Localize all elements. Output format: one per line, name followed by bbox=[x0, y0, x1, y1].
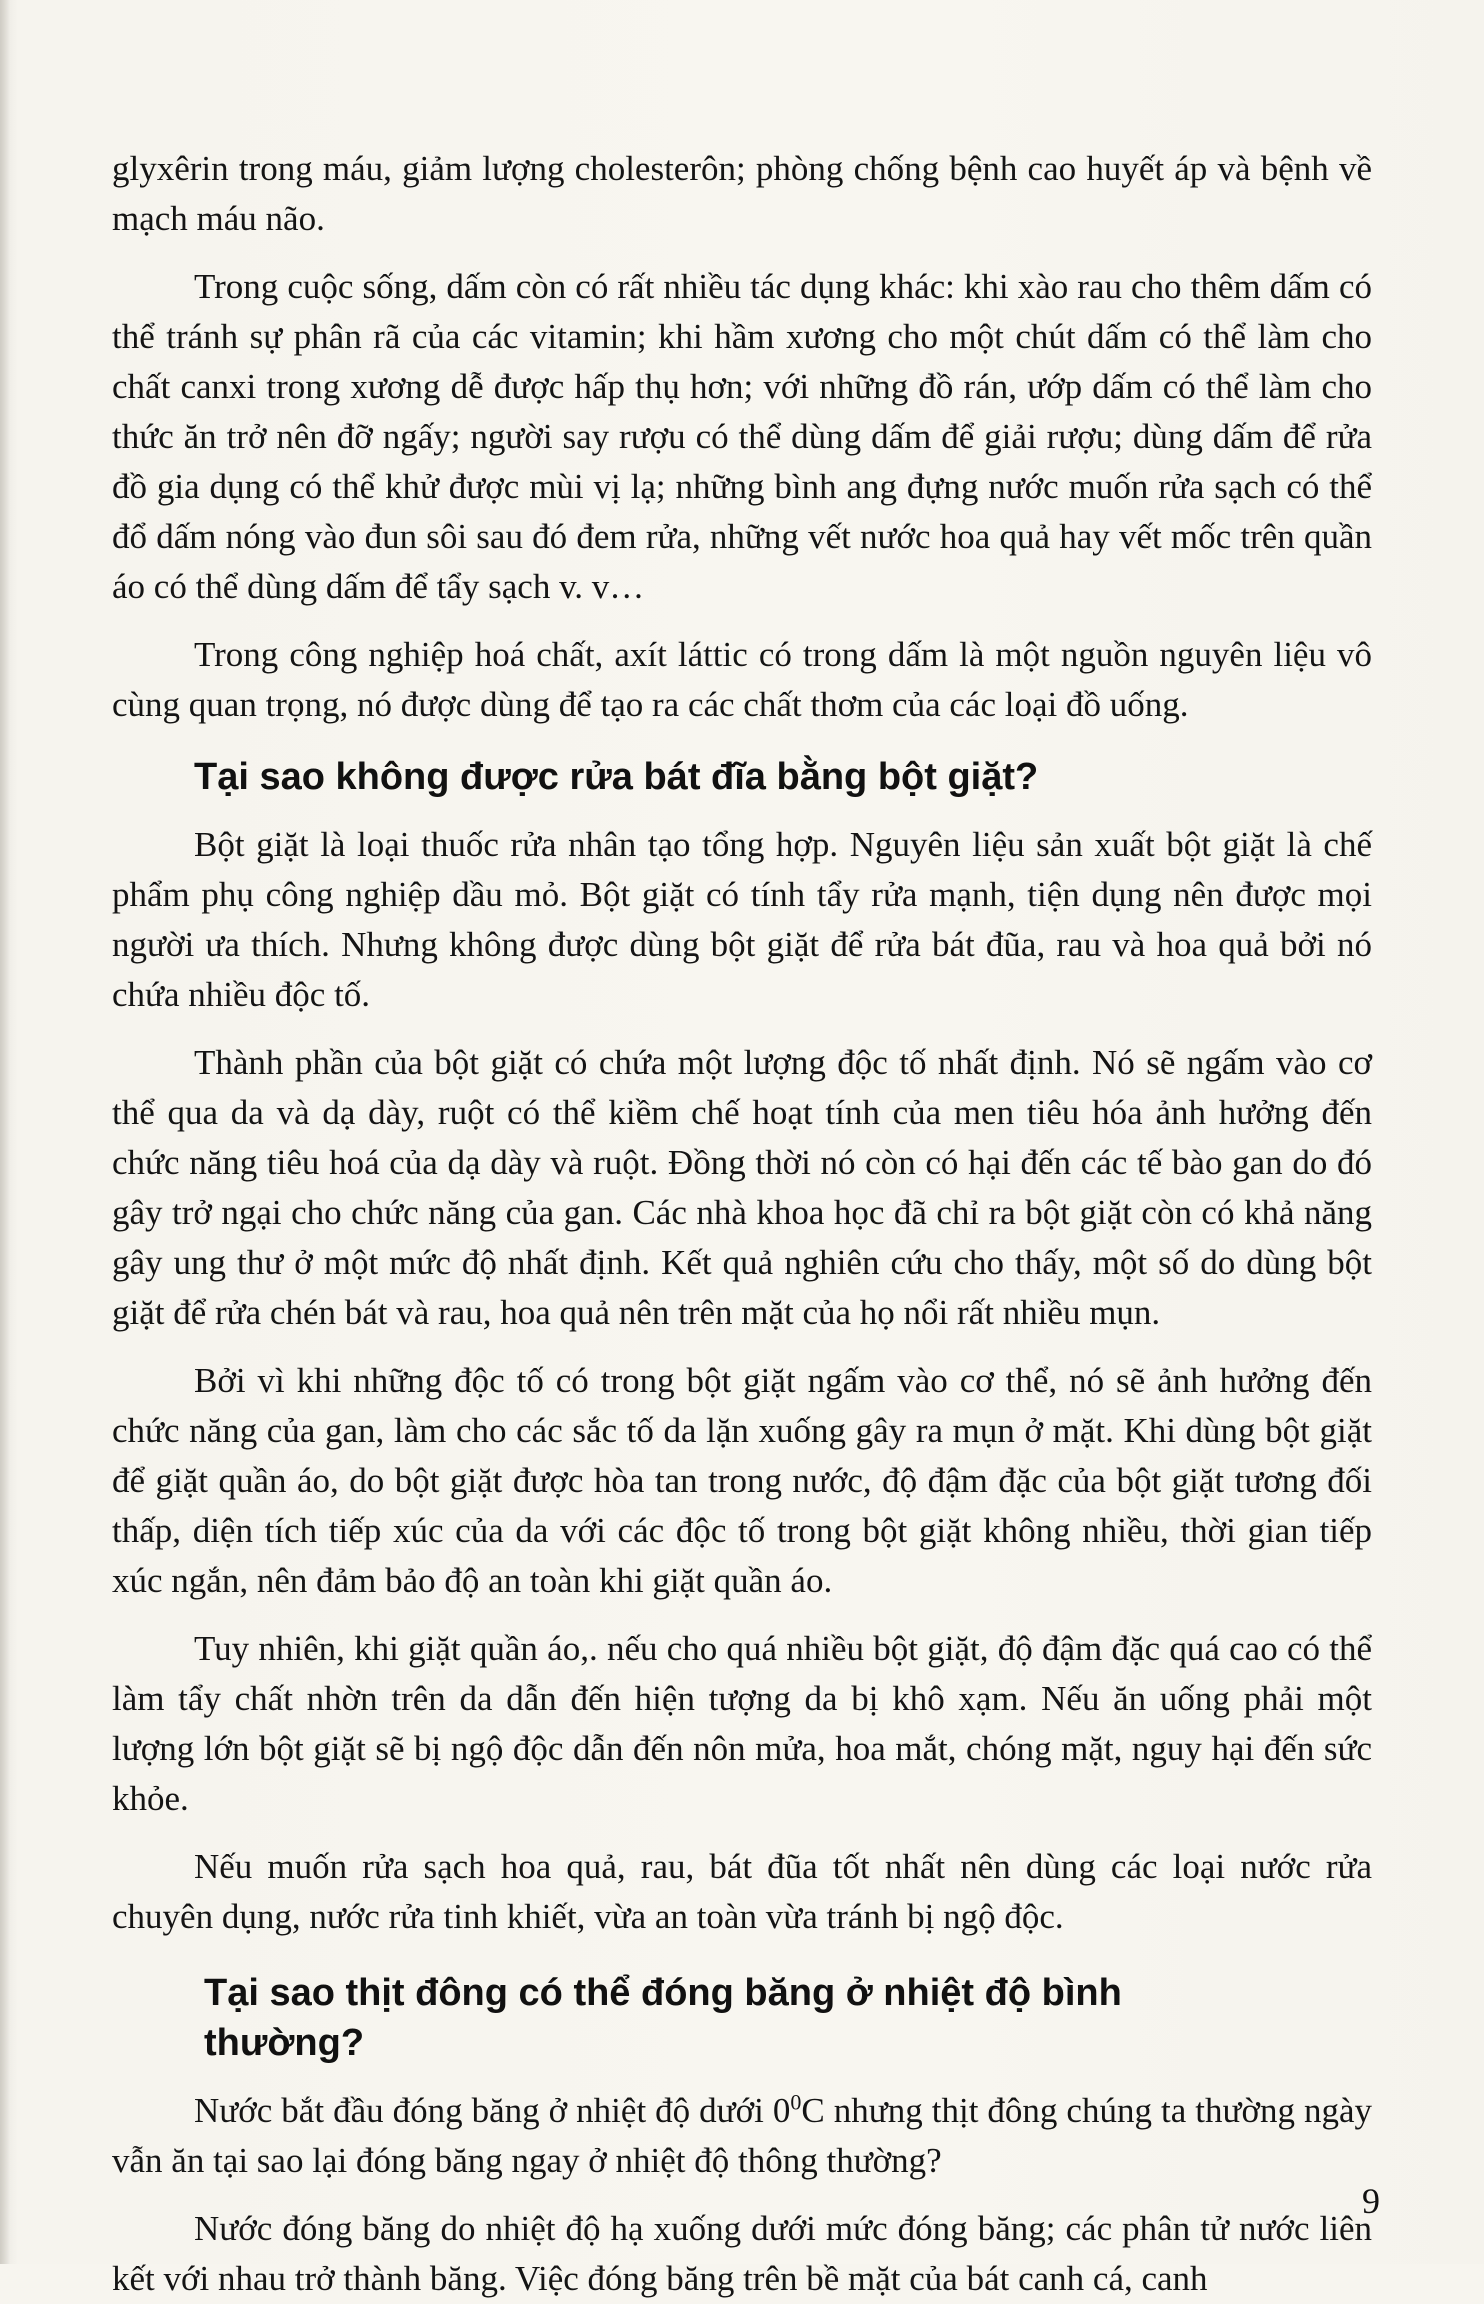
paragraph-detergent-skin: Bởi vì khi những độc tố có trong bột giặt ngấm vào cơ thể, nó sẽ ảnh hưởng đến chức năng của gan, làm cho các sắc tố da lặn xuống gây ra mụn ở mặt. Khi dùng bột giặt để giặt quần áo, do bột giặt được hòa tan trong nước, độ đậm đặc của bột giặt tương đối thấp, diện tích tiếp xúc của da với các độc tố trong bột giặt không nhiều, thời gian tiếp xúc ngắn, nên đảm bảo độ an toàn khi giặt quần áo. bbox=[112, 1361, 1372, 1600]
paragraph-detergent-overuse: Tuy nhiên, khi giặt quần áo,. nếu cho quá nhiều bột giặt, độ đậm đặc quá cao có thể làm tẩy chất nhờn trên da dẫn đến hiện tượng da bị khô xạm. Nếu ăn uống phải một lượng lớn bột giặt sẽ bị ngộ độc dẫn đến nôn mửa, hoa mắt, chóng mặt, nguy hại đến sức khỏe. bbox=[112, 1629, 1372, 1818]
section-heading-detergent: Tại sao không được rửa bát đĩa bằng bột giặt? bbox=[194, 756, 1039, 798]
heading-line-2: thường? bbox=[204, 2022, 365, 2064]
paragraph-lactic-acid: Trong công nghiệp hoá chất, axít láttic có trong dấm là một nguồn nguyên liệu vô cùng quan trọng, nó được dùng để tạo ra các chất thơm của các loại đồ uống. bbox=[112, 635, 1372, 724]
freezing-text-after: C nhưng thịt đông chúng ta thường ngày vẫn ăn tại sao lại đóng băng ngay ở nhiệt độ thông thường? bbox=[112, 2091, 1372, 2180]
paragraph-freezing-question bbox=[112, 2086, 1372, 2186]
section-heading-frozen-meat bbox=[112, 1968, 1372, 2068]
paragraph-detergent-toxins: Thành phần của bột giặt có chứa một lượng độc tố nhất định. Nó sẽ ngấm vào cơ thể qua da và dạ dày, ruột có thể kiềm chế hoạt tính của men tiêu hóa ảnh hưởng đến chức năng tiêu hoá của dạ dày và ruột. Đồng thời nó còn có hại đến các tế bào gan do đó gây trở ngại cho chức năng của gan. Các nhà khoa học đã chỉ ra bột giặt còn có khả năng gây ung thư ở một mức độ nhất định. Kết quả nghiên cứu cho thấy, một số do dùng bột giặt để rửa chén bát và rau, hoa quả nên trên mặt của họ nổi rất nhiều mụn. bbox=[112, 1043, 1372, 1332]
paragraph-freezing-explanation: Nước đóng băng do nhiệt độ hạ xuống dưới mức đóng băng; các phân tử nước liên kết với nhau trở thành băng. Việc đóng băng trên bề mặt của bát canh cá, canh bbox=[112, 2209, 1372, 2298]
paragraph-vinegar-uses: Trong cuộc sống, dấm còn có rất nhiều tác dụng khác: khi xào rau cho thêm dấm có thể tránh sự phân rã của các vitamin; khi hầm xương cho một chút dấm có thể làm cho chất canxi trong xương dễ được hấp thụ hơn; với những đồ rán, ướp dấm có thể làm cho thức ăn trở nên đỡ ngấy; người say rượu có thể dùng dấm để giải rượu; dùng dấm để rửa đồ gia dụng có thể khử được mùi vị lạ; những bình ang đựng nước muốn rửa sạch có thể đổ dấm nóng vào đun sôi sau đó đem rửa, những vết nước hoa quả hay vết mốc trên quần áo có thể dùng dấm để tẩy sạch v. v… bbox=[112, 267, 1372, 606]
spine-shadow bbox=[0, 0, 10, 2264]
paragraph-continuation: glyxêrin trong máu, giảm lượng cholesterôn; phòng chống bệnh cao huyết áp và bệnh về mạch máu não. bbox=[112, 149, 1372, 238]
heading-line-1: Tại sao thịt đông có thể đóng băng ở nhiệt độ bình bbox=[204, 1972, 1122, 2014]
paragraph-detergent-intro: Bột giặt là loại thuốc rửa nhân tạo tổng hợp. Nguyên liệu sản xuất bột giặt là chế phẩm phụ công nghiệp dầu mỏ. Bột giặt có tính tẩy rửa mạnh, tiện dụng nên được mọi người ưa thích. Nhưng không được dùng bột giặt để rửa bát đũa, rau và hoa quả bởi nó chứa nhiều độc tố. bbox=[112, 825, 1372, 1014]
paragraph-recommendation: Nếu muốn rửa sạch hoa quả, rau, bát đũa tốt nhất nên dùng các loại nước rửa chuyên dụng, nước rửa tinh khiết, vừa an toàn vừa tránh bị ngộ độc. bbox=[112, 1847, 1372, 1936]
page-number: 9 bbox=[1362, 2181, 1380, 2221]
freezing-text-before: Nước bắt đầu đóng băng ở nhiệt độ dưới 0 bbox=[194, 2091, 791, 2130]
degree-superscript: 0 bbox=[790, 2089, 802, 2115]
page-content bbox=[112, 144, 1372, 2304]
